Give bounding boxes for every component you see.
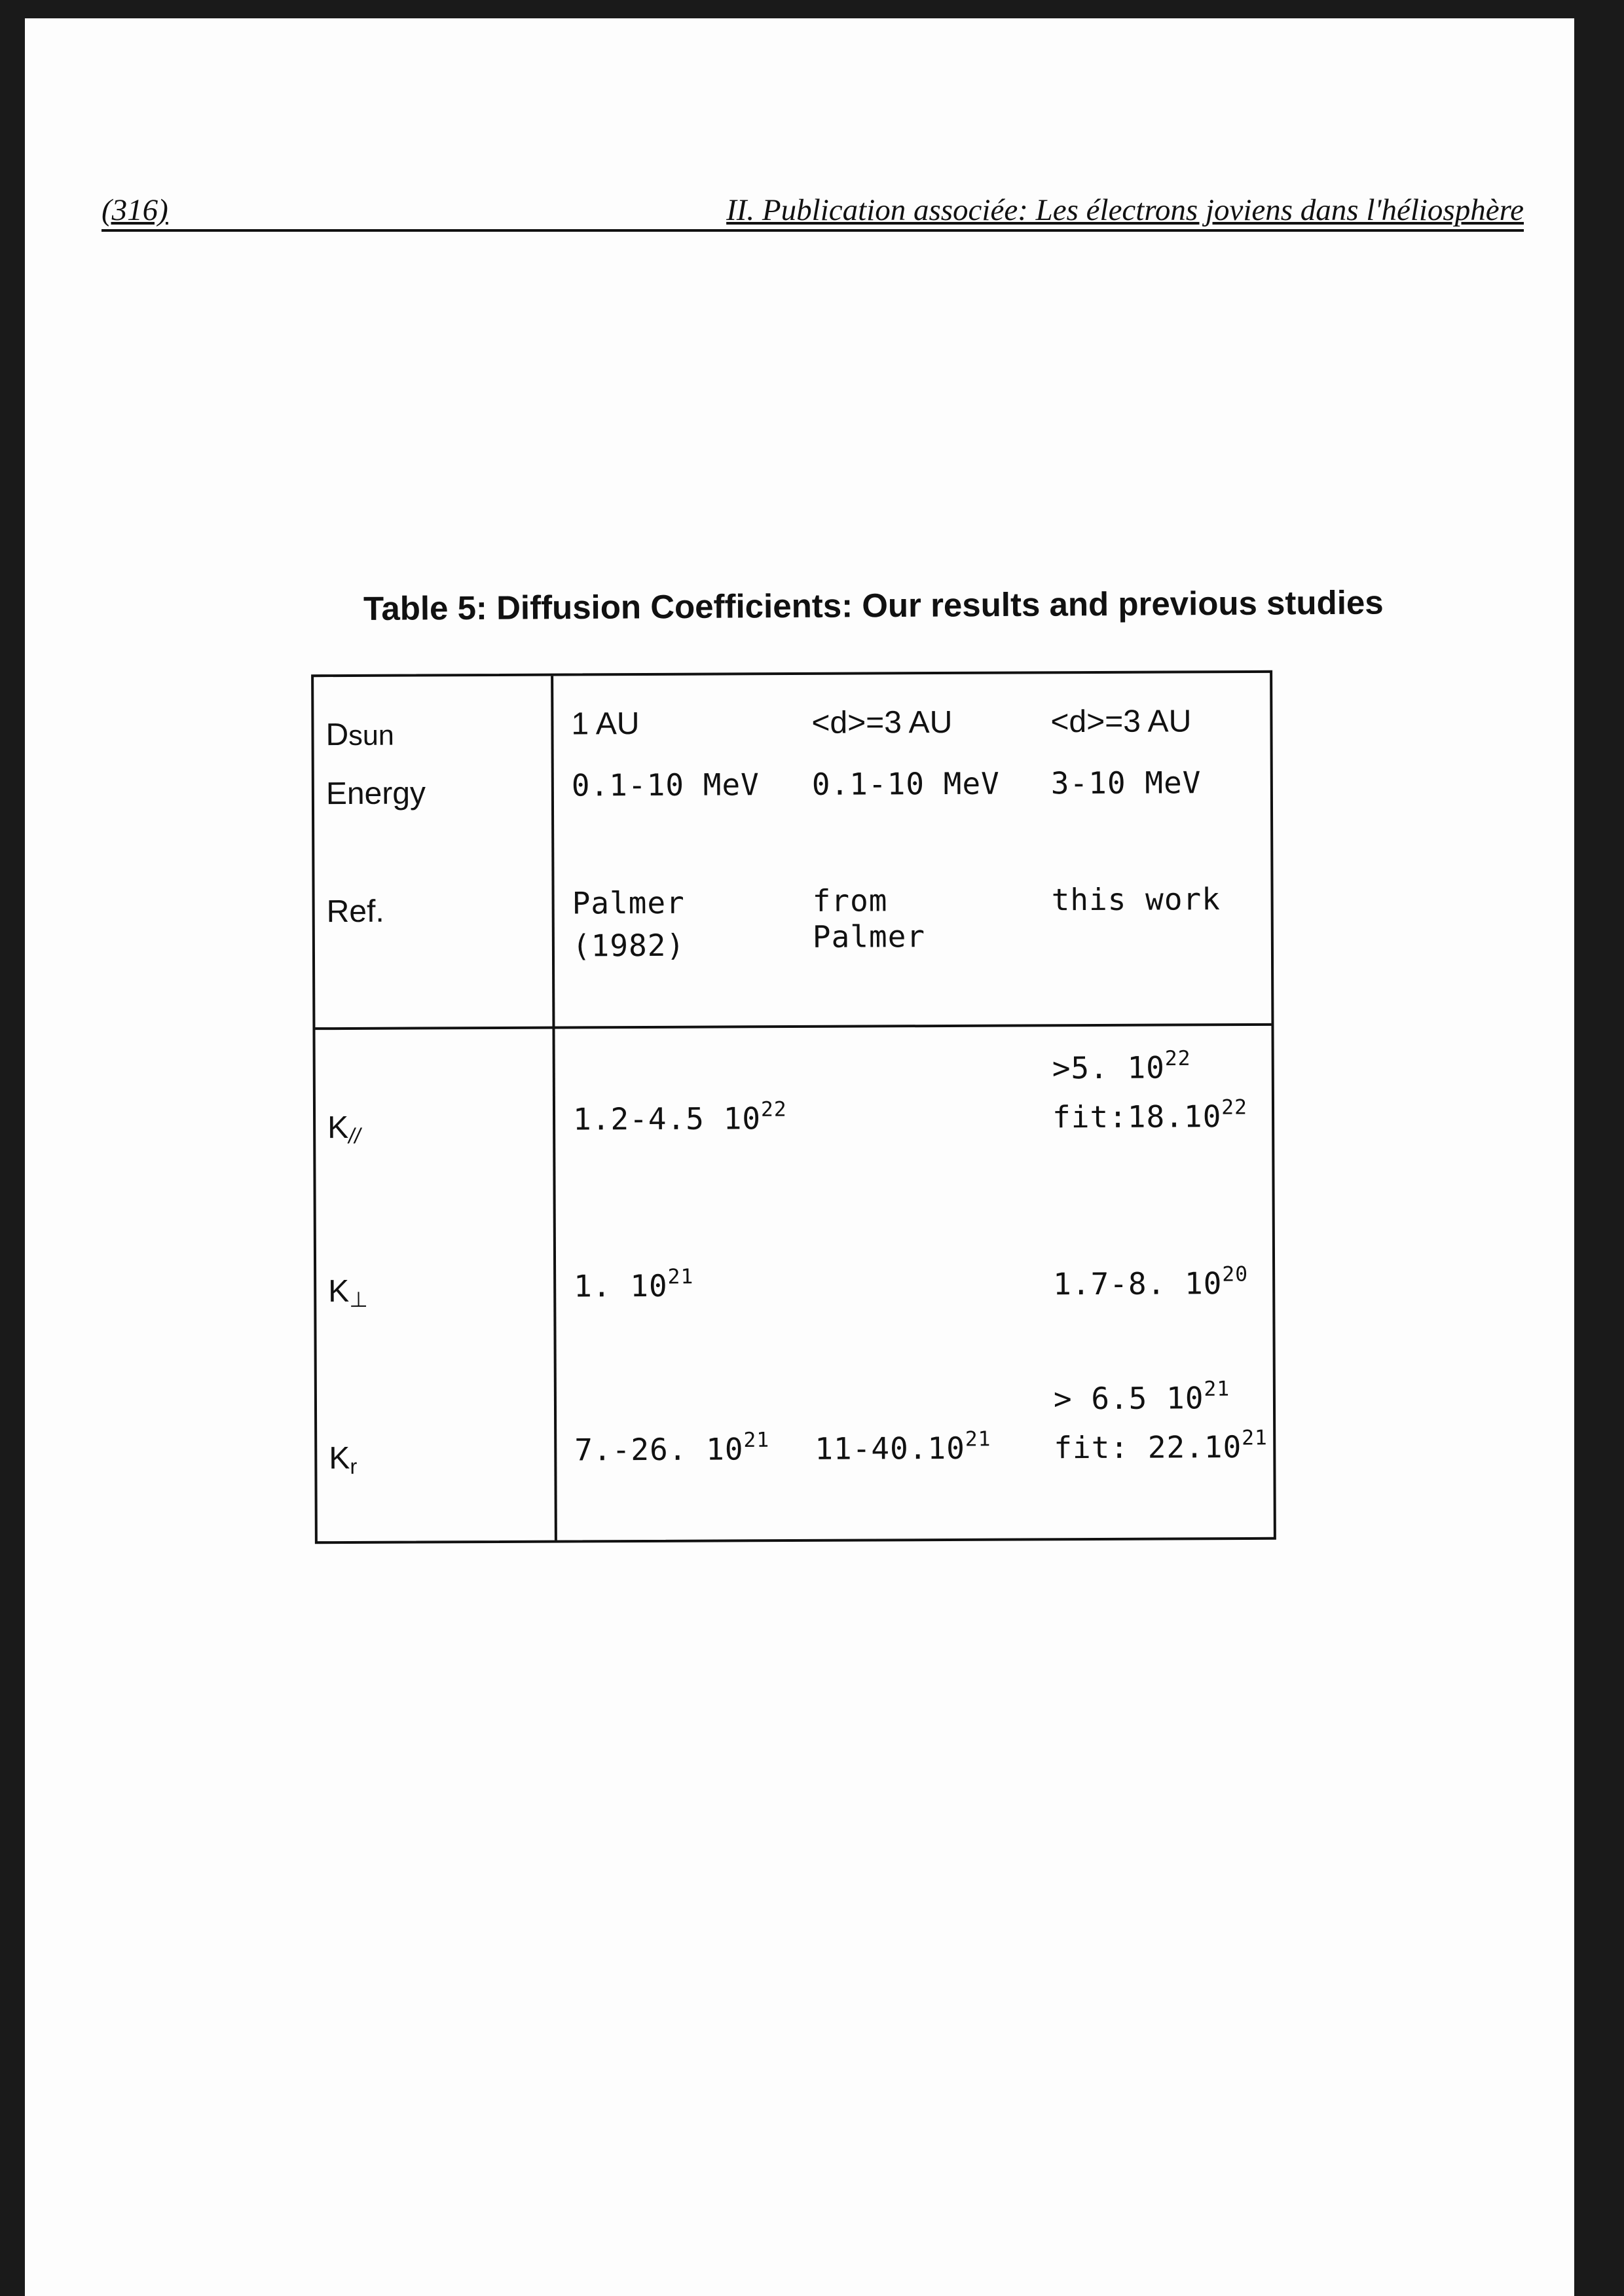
col3-k-r-limit [1053,1377,1230,1417]
col2-k-r-base: 11-40.10 [815,1430,965,1467]
col2-ref-line2: Palmer [812,919,926,955]
col1-k-r-exponent: 21 [743,1428,770,1452]
row-label-k-r [329,1440,357,1478]
table-caption: Table 5: Diffusion Coefficients: Our results and previous studies [363,583,1384,627]
col1-k-perp-base: 1. 10 [574,1267,668,1304]
col2-energy: 0.1-10 MeV [811,765,1000,802]
col1-k-parallel-base: 1.2-4.5 10 [572,1101,762,1137]
k-parallel-subscript: // [348,1123,361,1148]
k-perp-subscript: ⊥ [349,1286,368,1312]
col1-energy: 0.1-10 MeV [571,767,760,803]
col1-k-perp [574,1265,694,1305]
col1-k-r [574,1428,770,1468]
k-parallel-symbol: K [327,1110,349,1146]
col3-ref: this work [1051,881,1221,918]
scan-border-right [1574,0,1624,2296]
col1-dsun: 1 AU [571,706,640,742]
col1-k-r-base: 7.-26. 10 [574,1431,744,1468]
col3-k-parallel-fit-base: fit:18.10 [1052,1099,1222,1135]
col2-k-r-exponent: 21 [965,1427,991,1451]
col2-k-r [815,1427,991,1467]
col3-k-parallel-fit-exponent: 22 [1221,1095,1247,1120]
col3-k-parallel-limit-exponent: 22 [1164,1046,1191,1071]
dsun-subscript: sun [348,720,394,752]
dsun-symbol: D [325,717,349,753]
row-label-k-parallel [327,1109,360,1147]
col1-k-parallel [572,1097,787,1138]
col3-k-perp-base: 1.7-8. 10 [1053,1266,1223,1302]
col3-k-r-fit [1054,1426,1268,1467]
col2-dsun: <d>=3 AU [811,704,953,740]
col3-k-parallel-limit-base: >5. 10 [1052,1049,1166,1086]
column-divider [551,676,557,1540]
page-number: (316) [101,193,168,227]
col3-k-perp [1053,1262,1249,1302]
row-label-dsun [325,716,394,754]
col3-energy: 3-10 MeV [1050,765,1202,801]
col3-dsun: <d>=3 AU [1050,704,1192,740]
col3-k-parallel-fit [1052,1095,1247,1135]
col3-k-r-fit-base: fit: 22.10 [1054,1429,1242,1466]
col3-k-r-limit-base: > 6.5 10 [1053,1380,1204,1417]
row-label-energy: Energy [325,776,426,812]
k-perp-symbol: K [328,1273,350,1309]
scan-border-top [0,0,1624,18]
k-r-symbol: K [329,1440,350,1476]
running-header [101,190,1524,232]
col3-k-parallel-limit [1052,1046,1191,1086]
col1-k-parallel-exponent: 22 [760,1097,787,1121]
col1-ref-line1: Palmer [572,884,685,921]
col3-k-r-fit-exponent: 21 [1242,1426,1268,1450]
chapter-title: II. Publication associée: Les électrons joviens dans l'héliosphère [726,193,1524,227]
col3-k-perp-exponent: 20 [1222,1262,1249,1286]
col1-ref-line2: (1982) [572,927,686,964]
diffusion-coefficients-table [311,670,1276,1544]
row-label-ref: Ref. [326,894,384,930]
header-divider [315,1023,1271,1030]
col1-k-perp-exponent: 21 [667,1265,694,1289]
col3-k-r-limit-exponent: 21 [1204,1377,1230,1401]
k-r-subscript: r [350,1454,358,1479]
row-label-k-perp [328,1273,368,1311]
col2-ref-line1: from [812,883,888,919]
